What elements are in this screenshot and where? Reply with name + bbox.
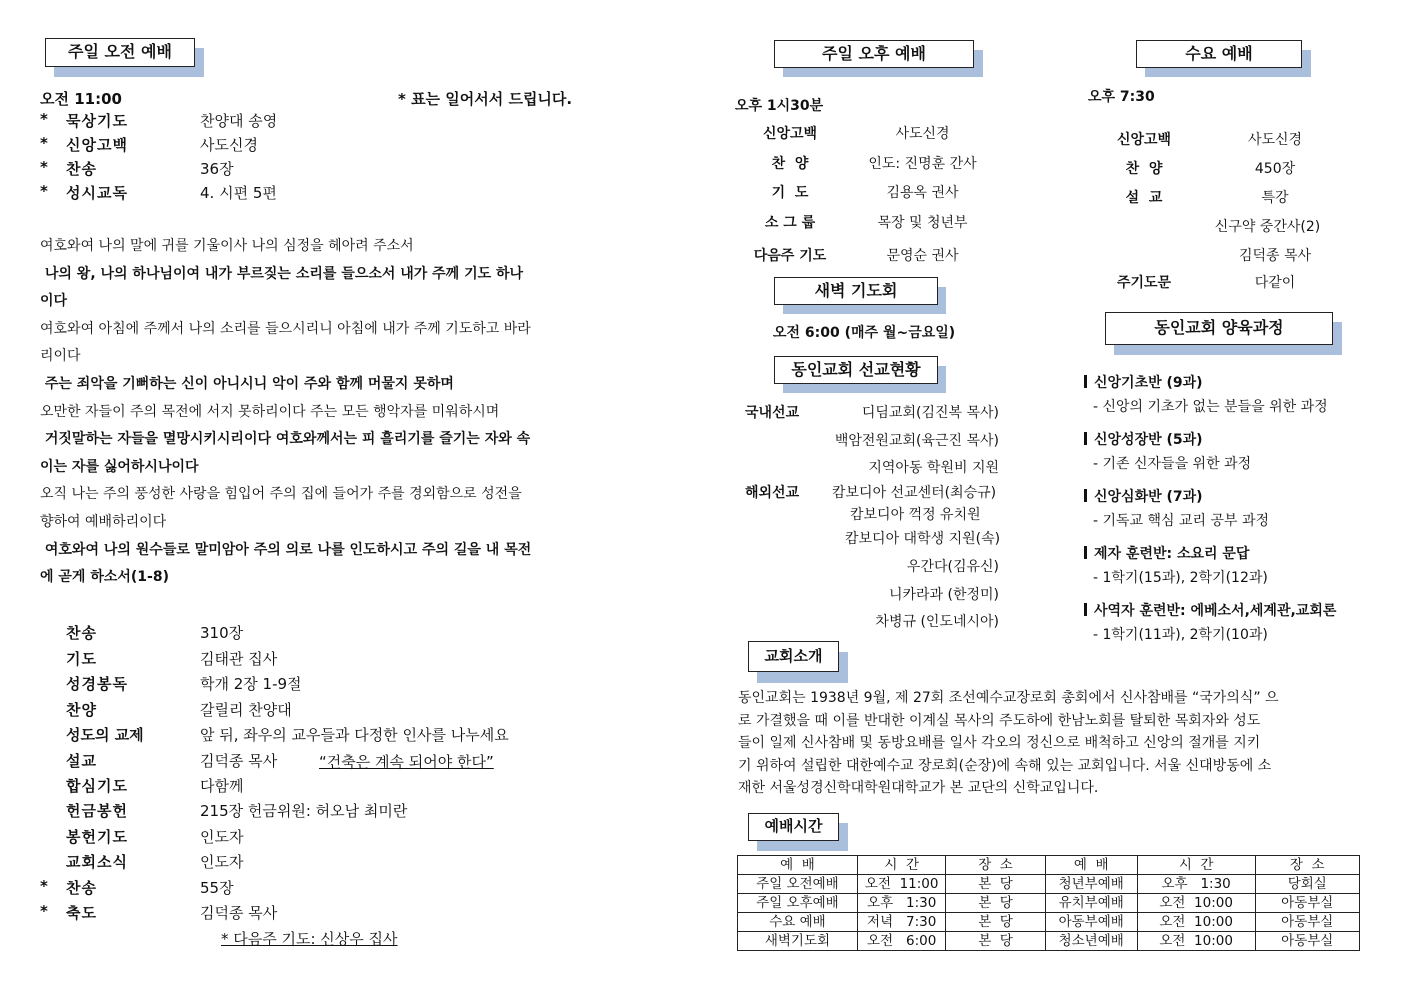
- course-marker: [1084, 489, 1087, 502]
- schedule-cell: 아동부실: [1255, 894, 1360, 913]
- order-label: 설교: [66, 752, 97, 770]
- schedule-cell: 주일 오후예배: [738, 894, 858, 913]
- next-prayer: * 다음주 기도: 신상우 집사: [221, 930, 398, 948]
- course-desc: - 1학기(15과), 2학기(12과): [1093, 570, 1268, 586]
- psalm-line: 거짓말하는 자들을 멸망시키시리이다 여호와께서는 피 흘리기를 즐기는 자와 속: [40, 431, 531, 448]
- order-value: 학개 2장 1-9절: [200, 675, 302, 693]
- dawn-time: 오전 6:00 (매주 월~금요일): [773, 325, 956, 341]
- afternoon-title: 주일 오후 예배: [774, 40, 974, 68]
- order-value: 김태관 집사: [200, 650, 278, 668]
- afternoon-label: 기 도: [771, 185, 809, 201]
- schedule-cell: 유치부예배: [1045, 894, 1137, 913]
- order-label: 신앙고백: [66, 136, 128, 154]
- order-label: 찬양: [66, 701, 97, 719]
- schedule-table: [737, 855, 1360, 951]
- order-label: 찬송: [66, 879, 97, 897]
- schedule-cell: 당회실: [1255, 875, 1360, 894]
- schedule-cell: 청년부예배: [1045, 875, 1137, 894]
- order-value: 215장 헌금위원: 허오남 최미란: [200, 802, 408, 820]
- order-value: 310장: [200, 624, 244, 642]
- afternoon-label: 다음주 기도: [753, 248, 827, 264]
- schedule-header-cell: 시 간: [1137, 856, 1255, 875]
- wednesday-value: 김덕종 목사: [1238, 248, 1312, 264]
- course-marker: [1084, 432, 1087, 445]
- order-label: 헌금봉헌: [66, 802, 128, 820]
- order-mark: *: [40, 182, 48, 200]
- course-marker: [1084, 546, 1087, 559]
- schedule-cell: 오전 6:00: [857, 932, 946, 951]
- course-desc: - 기존 신자들을 위한 과정: [1093, 456, 1252, 472]
- schedule-cell: 오후 1:30: [857, 894, 946, 913]
- psalm-line: 여호와여 나의 원수들로 말미암아 주의 의로 나를 인도하시고 주의 길을 내 목전: [40, 541, 532, 558]
- order-label: 봉헌기도: [66, 828, 128, 846]
- course-name: 신앙기초반 (9과): [1094, 375, 1203, 391]
- psalm-line: 오직 나는 주의 풍성한 사랑을 힘입어 주의 집에 들어가 주를 경외함으로 성전을: [40, 486, 522, 503]
- order-mark: *: [40, 134, 48, 152]
- schedule-header-cell: 예 배: [1045, 856, 1137, 875]
- afternoon-label: 찬 양: [771, 156, 809, 172]
- mission-domestic-item: 지역아동 학원비 지원: [868, 460, 999, 476]
- intro-title: 교회소개: [748, 641, 839, 672]
- wednesday-label: 주기도문: [1116, 275, 1172, 291]
- mission-overseas-item: 캄보디아 대학생 지원(속): [845, 531, 1001, 547]
- schedule-cell: 저녁 7:30: [857, 913, 946, 932]
- schedule-header-cell: 장 소: [946, 856, 1045, 875]
- order-label: 축도: [66, 904, 97, 922]
- mission-title: 동인교회 선교현황: [774, 356, 938, 384]
- order-value: 인도자: [200, 853, 244, 871]
- schedule-cell: 오전 10:00: [1137, 894, 1255, 913]
- dawn-title: 새벽 기도회: [774, 277, 938, 305]
- wednesday-label: 찬 양: [1125, 161, 1163, 177]
- wednesday-value: 사도신경: [1247, 132, 1303, 148]
- course-name: 사역자 훈련반: 에베소서,세계관,교회론: [1094, 603, 1337, 619]
- afternoon-label: 소 그 룹: [764, 215, 816, 231]
- wednesday-value: 특강: [1261, 190, 1289, 206]
- schedule-cell: 본 당: [946, 875, 1045, 894]
- intro-line: 동인교회는 1938년 9월, 제 27회 조선예수교장로회 총회에서 신사참배를 “국가의식” 으: [738, 690, 1279, 706]
- order-value: 찬양대 송영: [200, 112, 278, 130]
- afternoon-value: 김용옥 권사: [886, 185, 959, 201]
- wednesday-value: 신구약 중간사(2): [1214, 219, 1321, 235]
- course-name: 제자 훈련반: 소요리 문답: [1094, 546, 1250, 562]
- course-name: 신앙심화반 (7과): [1094, 489, 1203, 505]
- psalm-line: 이다: [40, 293, 68, 310]
- schedule-header-cell: 예 배: [738, 856, 858, 875]
- order-label: 교회소식: [66, 853, 128, 871]
- order-label: 묵상기도: [66, 112, 128, 130]
- psalm-line: 오만한 자들이 주의 목전에 서지 못하리이다 주는 모든 행악자를 미워하시며: [40, 403, 500, 420]
- schedule-cell: 아동부실: [1255, 932, 1360, 951]
- intro-line: 재한 서울성경신학대학원대학교가 본 교단의 신학교입니다.: [738, 780, 1099, 796]
- order-value: 4. 시편 5편: [200, 184, 277, 202]
- order-label: 합심기도: [66, 777, 128, 795]
- order-mark: *: [40, 110, 48, 128]
- schedule-row: [738, 932, 1360, 951]
- sermon-title: “건축은 계속 되어야 한다”: [319, 753, 494, 771]
- order-value: 사도신경: [200, 136, 258, 154]
- schedule-cell: 오전 10:00: [1137, 913, 1255, 932]
- afternoon-time: 오후 1시30분: [735, 98, 824, 114]
- stand-note: * 표는 일어서서 드립니다.: [398, 90, 573, 108]
- course-desc: - 1학기(11과), 2학기(10과): [1093, 627, 1268, 643]
- schedule-header-cell: 장 소: [1255, 856, 1360, 875]
- schedule-cell: 아동부예배: [1045, 913, 1137, 932]
- schedule-row: [738, 875, 1360, 894]
- training-title: 동인교회 양육과정: [1105, 312, 1333, 345]
- order-label: 성도의 교제: [66, 726, 144, 744]
- psalm-line: 여호와여 나의 말에 귀를 기울이사 나의 심정을 헤아려 주소서: [40, 238, 414, 254]
- mission-domestic-item: 디딤교회(김진복 목사): [861, 405, 999, 421]
- order-value: 인도자: [200, 828, 244, 846]
- mission-overseas-label: 해외선교: [745, 485, 800, 501]
- afternoon-value: 문영순 권사: [886, 248, 959, 264]
- mission-overseas-item: 캄보디아 선교센터(최승규): [832, 485, 997, 501]
- afternoon-value: 목장 및 청년부: [877, 215, 968, 231]
- schedule-cell: 주일 오전예배: [738, 875, 858, 894]
- mission-domestic-label: 국내선교: [745, 405, 800, 421]
- course-desc: - 신앙의 기초가 없는 분들을 위한 과정: [1093, 399, 1328, 415]
- course-marker: [1084, 603, 1087, 616]
- psalm-line: 주는 죄악을 기뻐하는 신이 아니시니 악이 주와 함께 머물지 못하며: [40, 376, 454, 392]
- order-value: 다함께: [200, 777, 244, 795]
- order-value: 김덕종 목사: [200, 904, 278, 922]
- course-name: 신앙성장반 (5과): [1094, 432, 1203, 448]
- course-marker: [1084, 375, 1087, 388]
- wednesday-label: 신앙고백: [1116, 132, 1172, 148]
- intro-line: 들이 일제 신사참배 및 동방요배를 일사 각오의 정신으로 배척하고 신앙의 절개를 지키: [738, 735, 1261, 751]
- wednesday-value: 450장: [1254, 161, 1296, 177]
- schedule-cell: 수요 예배: [738, 913, 858, 932]
- morning-title: 주일 오전 예배: [45, 38, 195, 67]
- afternoon-value: 사도신경: [895, 126, 950, 142]
- order-label: 찬송: [66, 624, 97, 642]
- order-mark: *: [40, 902, 48, 920]
- mission-overseas-item: 캄보디아 꺽정 유치원: [850, 507, 981, 523]
- schedule-cell: 청소년예배: [1045, 932, 1137, 951]
- schedule-cell: 본 당: [946, 894, 1045, 913]
- order-value: 앞 뒤, 좌우의 교우들과 다정한 인사를 나누세요: [200, 726, 509, 744]
- order-value: 김덕종 목사: [200, 752, 278, 770]
- wednesday-title: 수요 예배: [1136, 40, 1302, 68]
- psalm-line: 여호와여 아침에 주께서 나의 소리를 들으시리니 아침에 내가 주께 기도하고 바라: [40, 320, 531, 337]
- mission-overseas-item: 우간다(김유신): [906, 559, 999, 575]
- schedule-cell: 오전 11:00: [857, 875, 946, 894]
- order-value: 갈릴리 찬양대: [200, 701, 292, 719]
- schedule-cell: 본 당: [946, 913, 1045, 932]
- mission-domestic-item: 백암전원교회(육근진 목사): [834, 433, 999, 449]
- mission-overseas-item: 니카라과 (한정미): [888, 587, 999, 603]
- psalm-line: 에 곧게 하소서(1-8): [40, 569, 169, 586]
- intro-line: 기 위하여 설립한 대한예수교 장로회(순장)에 속해 있는 교회입니다. 서울 신대방동에 소: [738, 757, 1272, 774]
- afternoon-label: 신앙고백: [762, 126, 818, 142]
- afternoon-value: 인도: 진명훈 간사: [868, 156, 977, 172]
- order-value: 55장: [200, 879, 234, 897]
- morning-time: 오전 11:00: [40, 90, 122, 108]
- schedule-cell: 아동부실: [1255, 913, 1360, 932]
- order-value: 36장: [200, 160, 234, 178]
- order-mark: *: [40, 158, 48, 176]
- order-mark: *: [40, 877, 48, 895]
- schedule-header-row: [738, 856, 1360, 875]
- wednesday-time: 오후 7:30: [1088, 89, 1155, 105]
- order-label: 찬송: [66, 160, 97, 178]
- psalm-line: 나의 왕, 나의 하나님이여 내가 부르짖는 소리를 들으소서 내가 주께 기도 하나: [40, 265, 524, 282]
- mission-overseas-item: 차병규 (인도네시아): [875, 614, 999, 630]
- order-label: 성시교독: [66, 184, 128, 202]
- wednesday-value: 다같이: [1254, 275, 1296, 291]
- schedule-cell: 새벽기도회: [738, 932, 858, 951]
- psalm-line: 리이다: [40, 348, 81, 365]
- schedule-row: [738, 913, 1360, 932]
- schedule-row: [738, 894, 1360, 913]
- schedule-cell: 오전 10:00: [1137, 932, 1255, 951]
- schedule-header-cell: 시 간: [857, 856, 946, 875]
- psalm-line: 이는 자를 싫어하시나이다: [40, 458, 199, 475]
- order-label: 기도: [66, 650, 97, 668]
- psalm-line: 향하여 예배하리이다: [40, 514, 167, 530]
- schedule-cell: 본 당: [946, 932, 1045, 951]
- order-label: 성경봉독: [66, 675, 128, 693]
- schedule-cell: 오후 1:30: [1137, 875, 1255, 894]
- course-desc: - 기독교 핵심 교리 공부 과정: [1093, 513, 1270, 529]
- schedule-title: 예배시간: [748, 813, 839, 841]
- intro-line: 로 가결했을 때 이를 반대한 이계실 목사의 주도하에 한남노회를 탈퇴한 목회자와 성도: [738, 712, 1261, 729]
- wednesday-label: 설 교: [1125, 190, 1163, 206]
